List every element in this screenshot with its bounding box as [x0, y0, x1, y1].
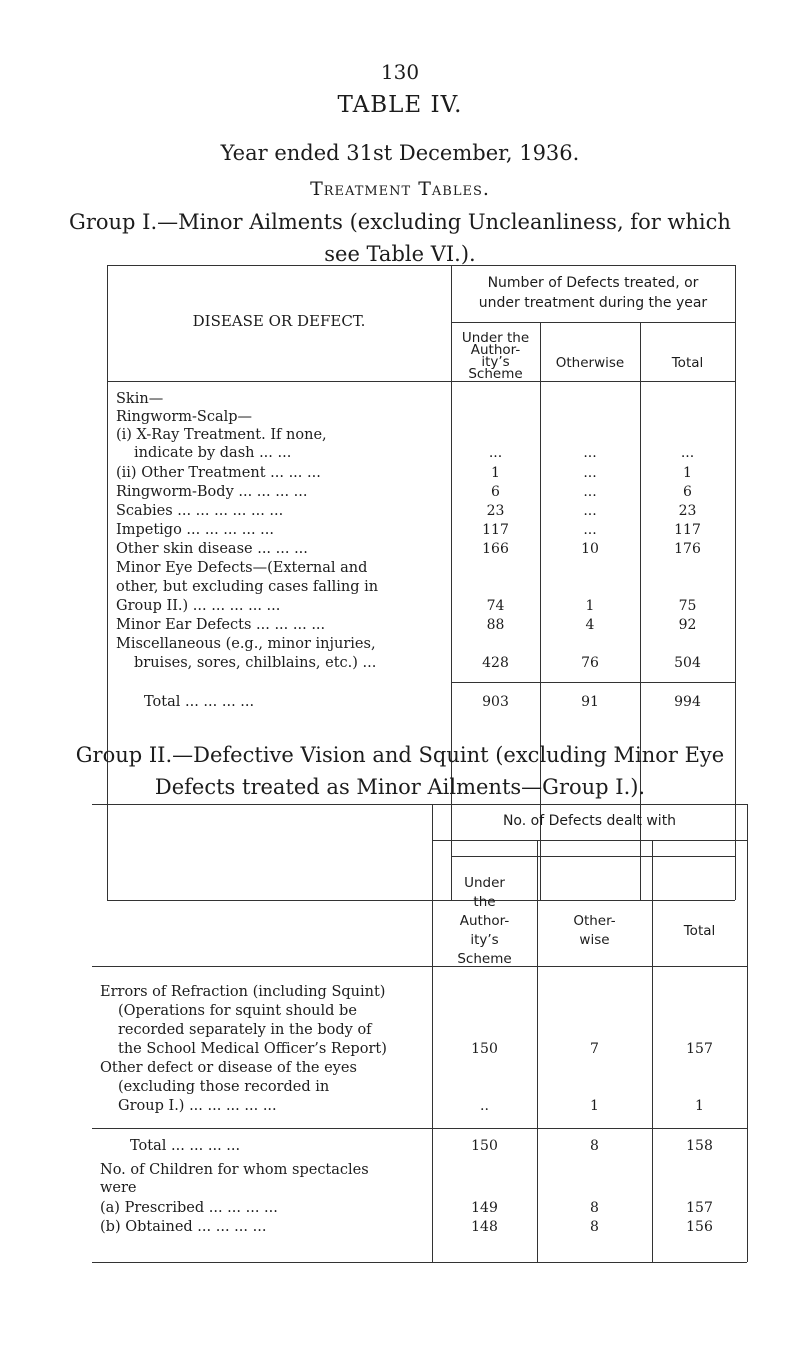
g1-bottom-rule [107, 900, 735, 901]
g1-minor-eye-scheme: 74 [486, 598, 505, 614]
g1-impetigo-otherwise: ... [583, 522, 597, 538]
g2-subhead-rule [432, 840, 747, 841]
g1-minor-ear-scheme: 88 [486, 617, 505, 633]
g2-obtained-scheme: 148 [471, 1219, 498, 1235]
g2-refraction-otherwise: 7 [590, 1041, 599, 1057]
g2-label-spectacles: No. of Children for whom spectacles [100, 1162, 369, 1178]
g2-col-otherwise-header: Other- wise [573, 913, 616, 948]
g1-col-scheme-header: Under the Author- ity’s Scheme [461, 330, 530, 382]
g2-other-defect-scheme: .. [480, 1098, 489, 1114]
g1-label-minor-ear: Minor Ear Defects ... ... ... ... [116, 617, 326, 633]
g1-scabies-scheme: 23 [486, 503, 505, 519]
g2-total-label: Total ... ... ... ... [130, 1138, 241, 1154]
g1-label-minor-eye-cont: other, but excluding cases falling in [116, 579, 379, 595]
g1-label-minor-eye: Minor Eye Defects—(External and [116, 560, 368, 576]
g1-xray-scheme: ... [488, 445, 503, 461]
group2-heading [0, 739, 800, 803]
g2-refraction-total: 157 [686, 1041, 713, 1057]
g2-col-scheme-header: Under the Author- ity’s Scheme [457, 875, 512, 967]
g1-label-impetigo: Impetigo ... ... ... ... ... [116, 522, 274, 538]
g2-total-total: 158 [686, 1138, 713, 1154]
g2-label-refraction-cont1: (Operations for squint should be [118, 1003, 357, 1019]
g2-label-other-defect: Other defect or disease of the eyes [100, 1060, 357, 1076]
g2-col-group-header: No. of Defects dealt with [502, 813, 677, 829]
g1-total-scheme: 903 [482, 694, 509, 710]
g1-ringworm-body-total: 6 [683, 484, 692, 500]
g1-ringworm-body-scheme: 6 [491, 484, 500, 500]
g1-other-treatment-otherwise: ... [583, 465, 597, 481]
group2-heading-line2: Defects treated as Minor Ailments—Group I.). [154, 775, 646, 799]
g1-other-treatment-scheme: 1 [491, 465, 500, 481]
page-number: 130 [380, 60, 420, 84]
g2-total-scheme: 150 [471, 1138, 498, 1154]
g2-label-prescribed: (a) Prescribed ... ... ... ... [100, 1200, 278, 1216]
g1-xray-total: ... [680, 445, 695, 461]
g1-ringworm-body-otherwise: ... [583, 484, 597, 500]
g1-minor-eye-total: 75 [678, 598, 697, 614]
g2-top-rule [92, 804, 747, 805]
g1-label-other-treatment: (ii) Other Treatment ... ... ... [116, 465, 321, 481]
g2-prescribed-otherwise: 8 [590, 1200, 599, 1216]
g2-label-refraction-cont3: the School Medical Officer’s Report) [118, 1041, 387, 1057]
g1-impetigo-scheme: 117 [482, 522, 509, 538]
g2-prescribed-scheme: 149 [471, 1200, 498, 1216]
g1-misc-total: 504 [674, 655, 701, 671]
g1-top-rule [107, 265, 735, 266]
g1-subhead-rule [451, 322, 735, 323]
treatment-heading: Treatment Tables. [310, 178, 490, 200]
g2-label-other-defect-cont2: Group I.) ... ... ... ... ... [118, 1098, 277, 1114]
table-title: TABLE IV. [337, 92, 463, 118]
year-line: Year ended 31st December, 1936. [220, 141, 580, 165]
g1-label-scabies: Scabies ... ... ... ... ... ... [116, 503, 284, 519]
g2-label-refraction: Errors of Refraction (including Squint) [100, 984, 386, 1000]
g2-col-total-header: Total [683, 923, 716, 939]
g1-label-skin: Skin— [116, 391, 164, 407]
g2-obtained-otherwise: 8 [590, 1219, 599, 1235]
g1-label-misc-cont: bruises, sores, chilblains, etc.) ... [134, 655, 377, 671]
g1-impetigo-total: 117 [674, 522, 701, 538]
g1-xray-otherwise: ... [583, 445, 597, 461]
g1-misc-scheme: 428 [482, 655, 509, 671]
group1-heading-line1: Group I.—Minor Ailments (excluding Uncleanliness, for which [69, 210, 731, 234]
g1-other-skin-scheme: 166 [482, 541, 509, 557]
g1-col-group-header: Number of Defects treated, or under treatment during the year [478, 275, 708, 311]
g1-label-misc: Miscellaneous (e.g., minor injuries, [116, 636, 376, 652]
g1-label-ringworm-scalp: Ringworm-Scalp— [116, 409, 253, 425]
g2-bottom-rule [92, 1262, 747, 1263]
g1-label-xray-cont: indicate by dash ... ... [134, 445, 292, 461]
g2-label-refraction-cont2: recorded separately in the body of [118, 1022, 372, 1038]
g1-label-xray: (i) X-Ray Treatment. If none, [116, 427, 327, 443]
g1-minor-eye-otherwise: 1 [585, 598, 595, 614]
g2-prescribed-total: 157 [686, 1200, 713, 1216]
g1-col-otherwise-header: Otherwise [555, 355, 625, 371]
g1-pre-total-rule [451, 682, 735, 683]
g1-scabies-total: 23 [678, 503, 697, 519]
g2-label-other-defect-cont1: (excluding those recorded in [118, 1079, 330, 1095]
g2-label-obtained: (b) Obtained ... ... ... ... [100, 1219, 267, 1235]
g2-right-rule [747, 804, 748, 1262]
g1-label-minor-eye-cont2: Group II.) ... ... ... ... ... [116, 598, 281, 614]
g1-total-rule [451, 856, 735, 857]
group2-heading-line1: Group II.—Defective Vision and Squint (excluding Minor Eye [75, 743, 725, 767]
g1-col-disease-header: DISEASE OR DEFECT. [192, 312, 366, 330]
g1-total-total: 994 [674, 694, 701, 710]
g1-minor-ear-total: 92 [678, 617, 697, 633]
g1-other-treatment-total: 1 [683, 465, 692, 481]
g1-other-skin-total: 176 [674, 541, 701, 557]
g1-other-skin-otherwise: 10 [581, 541, 599, 557]
g1-misc-otherwise: 76 [581, 655, 599, 671]
group1-heading-line2: see Table VI.). [324, 242, 476, 266]
g1-col-total-header: Total [671, 355, 704, 371]
g2-label-spectacles-cont: were [100, 1180, 137, 1196]
group1-heading [0, 206, 800, 270]
g2-col1-rule [432, 804, 433, 1262]
g1-scabies-otherwise: ... [583, 503, 597, 519]
g1-total-label: Total ... ... ... ... [144, 694, 255, 710]
g2-total-otherwise: 8 [590, 1138, 599, 1154]
g1-minor-ear-otherwise: 4 [585, 617, 595, 633]
g2-total-rule [92, 1128, 747, 1129]
g2-other-defect-total: 1 [695, 1098, 704, 1114]
g2-other-defect-otherwise: 1 [590, 1098, 599, 1114]
g2-obtained-total: 156 [686, 1219, 713, 1235]
g1-total-otherwise: 91 [581, 694, 599, 710]
g2-head-rule [92, 966, 747, 967]
g2-refraction-scheme: 150 [471, 1041, 498, 1057]
g1-label-ringworm-body: Ringworm-Body ... ... ... ... [116, 484, 308, 500]
g1-label-other-skin: Other skin disease ... ... ... [116, 541, 308, 557]
